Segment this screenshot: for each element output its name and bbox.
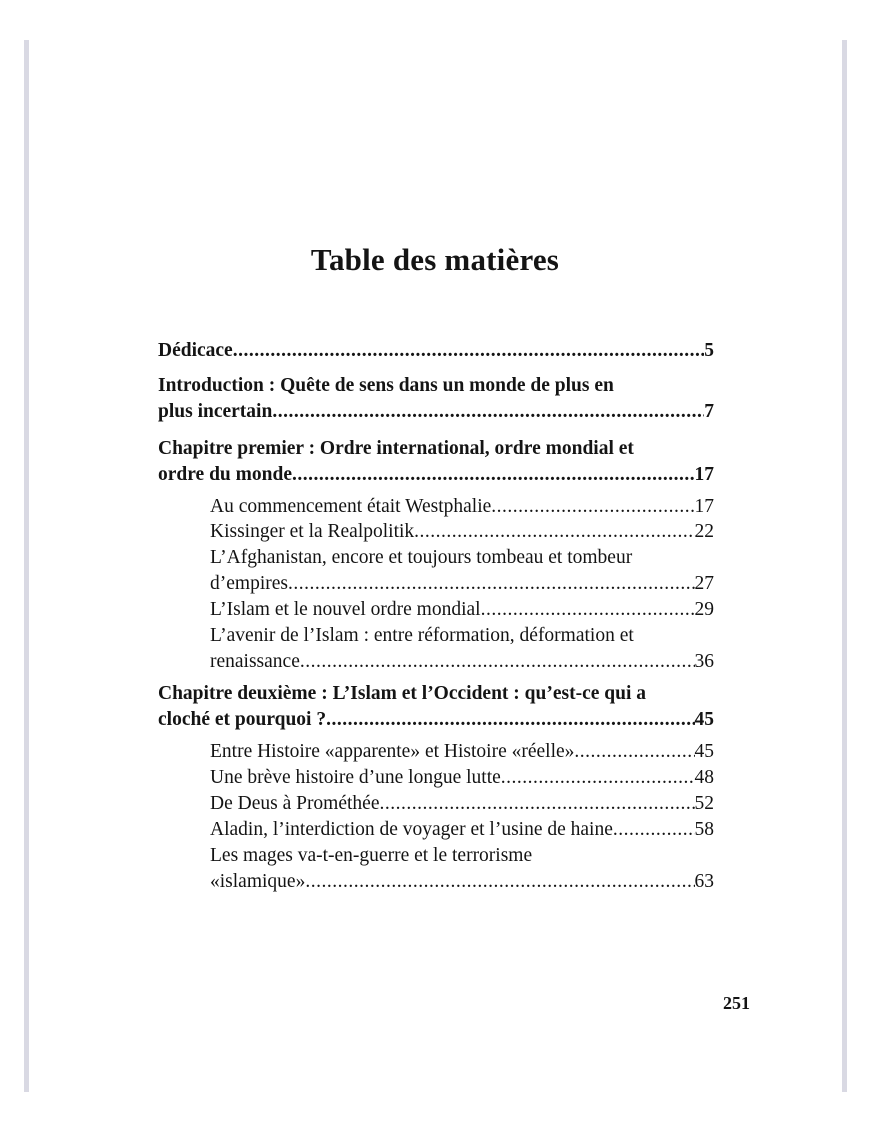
toc-entry-title-line: Chapitre premier : Ordre international, ordre mondial et	[158, 438, 634, 459]
toc-entry-title-line: L’avenir de l’Islam : entre réformation, déformation et	[210, 625, 634, 646]
toc-page-number: 29	[694, 599, 714, 620]
toc-entry-title: Entre Histoire «apparente» et Histoire «réelle»	[210, 741, 575, 762]
toc-section-entry	[210, 739, 714, 765]
toc-section-entry	[210, 545, 714, 597]
toc-page-number: 27	[694, 573, 714, 594]
toc-entry-title: De Deus à Prométhée	[210, 793, 380, 814]
toc-section-entry	[210, 597, 714, 623]
toc-page-number: 45	[694, 741, 714, 762]
page-number: 251	[723, 993, 750, 1013]
toc-entry-title: «islamique»	[210, 871, 306, 892]
toc-section-entry	[210, 494, 714, 520]
toc-entry-title: cloché et pourquoi ?	[158, 709, 327, 730]
toc-leader-dots	[300, 649, 695, 675]
toc-page-number: 22	[694, 521, 714, 542]
toc-entry-title-line: Les mages va-t-en-guerre et le terrorisme	[210, 845, 533, 866]
toc-dotted-line	[210, 649, 714, 675]
toc-chapter-entry	[158, 436, 714, 488]
toc-dotted-line	[210, 519, 714, 545]
toc-dotted-line	[210, 791, 714, 817]
toc-dotted-line	[210, 739, 714, 765]
page-title: Table des matières	[310, 242, 560, 277]
toc-entry-title-line: Chapitre deuxième : L’Islam et l’Occident : qu’est-ce qui a	[158, 683, 646, 704]
toc-page-number: 63	[694, 871, 714, 892]
toc-leader-dots	[233, 338, 705, 364]
toc-section-entry	[210, 765, 714, 791]
toc-dotted-line	[158, 707, 714, 733]
toc-entry-title: Dédicace	[158, 340, 233, 361]
toc-chapter-entry	[158, 373, 714, 425]
toc-dotted-line	[210, 571, 714, 597]
toc-page-number: 17	[694, 464, 714, 485]
toc-section-entry	[210, 623, 714, 675]
toc-dotted-line	[210, 494, 714, 520]
toc-leader-dots	[491, 494, 694, 520]
toc-section-entry	[210, 843, 714, 895]
toc-page-number: 52	[694, 793, 714, 814]
toc-dotted-line	[158, 399, 714, 425]
toc-dotted-line	[210, 597, 714, 623]
toc-leader-dots	[305, 869, 694, 895]
toc-leader-dots	[574, 739, 694, 765]
toc-leader-dots	[379, 791, 694, 817]
toc-entry-title: Kissinger et la Realpolitik	[210, 521, 415, 542]
toc-chapter-entry	[158, 681, 714, 733]
toc-entry-title: d’empires	[210, 573, 288, 594]
toc-leader-dots	[613, 817, 695, 843]
toc-dotted-line	[158, 462, 714, 488]
toc-page-number: 17	[694, 496, 714, 517]
toc-entry-title: plus incertain	[158, 401, 273, 422]
toc-dotted-line	[210, 817, 714, 843]
toc-chapter-entry	[158, 338, 714, 364]
toc-dotted-line	[210, 869, 714, 895]
toc-entry-title-line: Introduction : Quête de sens dans un monde de plus en	[158, 375, 614, 396]
page-left-edge	[24, 40, 29, 1092]
toc-section-entry	[210, 519, 714, 545]
toc-leader-dots	[501, 765, 695, 791]
toc-entry-title: Une brève histoire d’une longue lutte	[210, 767, 501, 788]
toc-leader-dots	[326, 707, 694, 733]
toc-dotted-line	[158, 338, 714, 364]
toc-leader-dots	[288, 571, 695, 597]
toc-dotted-line	[210, 765, 714, 791]
toc-section-entry	[210, 791, 714, 817]
toc-entry-title: L’Islam et le nouvel ordre mondial	[210, 599, 481, 620]
toc-page-number: 58	[694, 819, 714, 840]
page-right-edge	[842, 40, 847, 1092]
toc-entry-title-line: L’Afghanistan, encore et toujours tombeau et tombeur	[210, 547, 633, 568]
toc-leader-dots	[481, 597, 695, 623]
toc-entry-title: ordre du monde	[158, 464, 292, 485]
toc-entry-title: Au commencement était Westphalie	[210, 496, 492, 517]
toc-page-number: 45	[694, 709, 714, 730]
toc-page-number: 5	[704, 340, 714, 361]
toc-leader-dots	[414, 519, 694, 545]
toc-entry-title: Aladin, l’interdiction de voyager et l’usine de haine	[210, 819, 613, 840]
toc-section-entry	[210, 817, 714, 843]
toc-page-number: 48	[694, 767, 714, 788]
toc-entry-title: renaissance	[210, 651, 300, 672]
toc-page-number: 36	[694, 651, 714, 672]
toc-leader-dots	[272, 399, 704, 425]
toc-leader-dots	[292, 462, 695, 488]
toc-page-number: 7	[704, 401, 714, 422]
